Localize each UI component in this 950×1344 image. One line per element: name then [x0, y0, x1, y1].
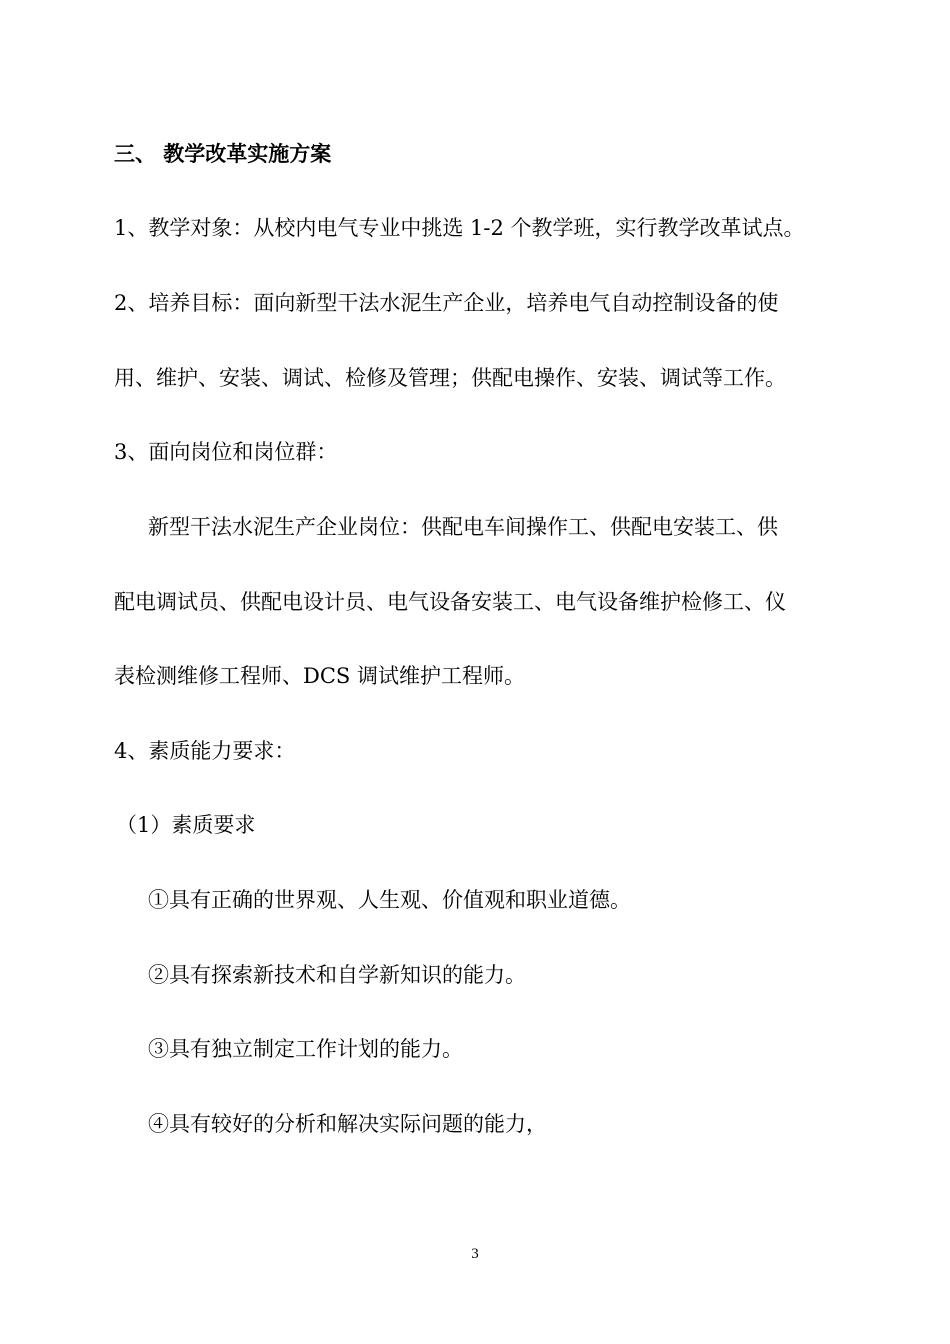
quality-item-2: ②具有探索新技术和自学新知识的能力。	[148, 963, 526, 987]
item3-body-line3: 表检测维修工程师、DCS 调试维护工程师。	[114, 664, 525, 688]
quality-item-1: ①具有正确的世界观、人生观、价值观和职业道德。	[148, 888, 631, 912]
item3-body-line2: 配电调试员、供配电设计员、电气设备安装工、电气设备维护检修工、仪	[114, 590, 786, 614]
item3-heading: 3、面向岗位和岗位群：	[114, 440, 338, 464]
item2-paragraph-line1: 2、培养目标：面向新型干法水泥生产企业，培养电气自动控制设备的使	[114, 291, 779, 315]
sub1-heading: （1）素质要求	[116, 813, 256, 837]
section-heading: 三、 教学改革实施方案	[114, 141, 332, 166]
item2-paragraph-line2: 用、维护、安装、调试、检修及管理；供配电操作、安装、调试等工作。	[114, 366, 786, 390]
quality-item-3: ③具有独立制定工作计划的能力。	[148, 1037, 463, 1061]
item1-paragraph: 1、教学对象：从校内电气专业中挑选 1-2 个教学班，实行教学改革试点。	[114, 216, 805, 240]
item3-body-line1: 新型干法水泥生产企业岗位：供配电车间操作工、供配电安装工、供	[148, 515, 778, 539]
item4-heading: 4、素质能力要求：	[114, 739, 296, 763]
quality-item-4: ④具有较好的分析和解决实际问题的能力，	[148, 1112, 547, 1136]
page-number: 3	[471, 1246, 479, 1262]
